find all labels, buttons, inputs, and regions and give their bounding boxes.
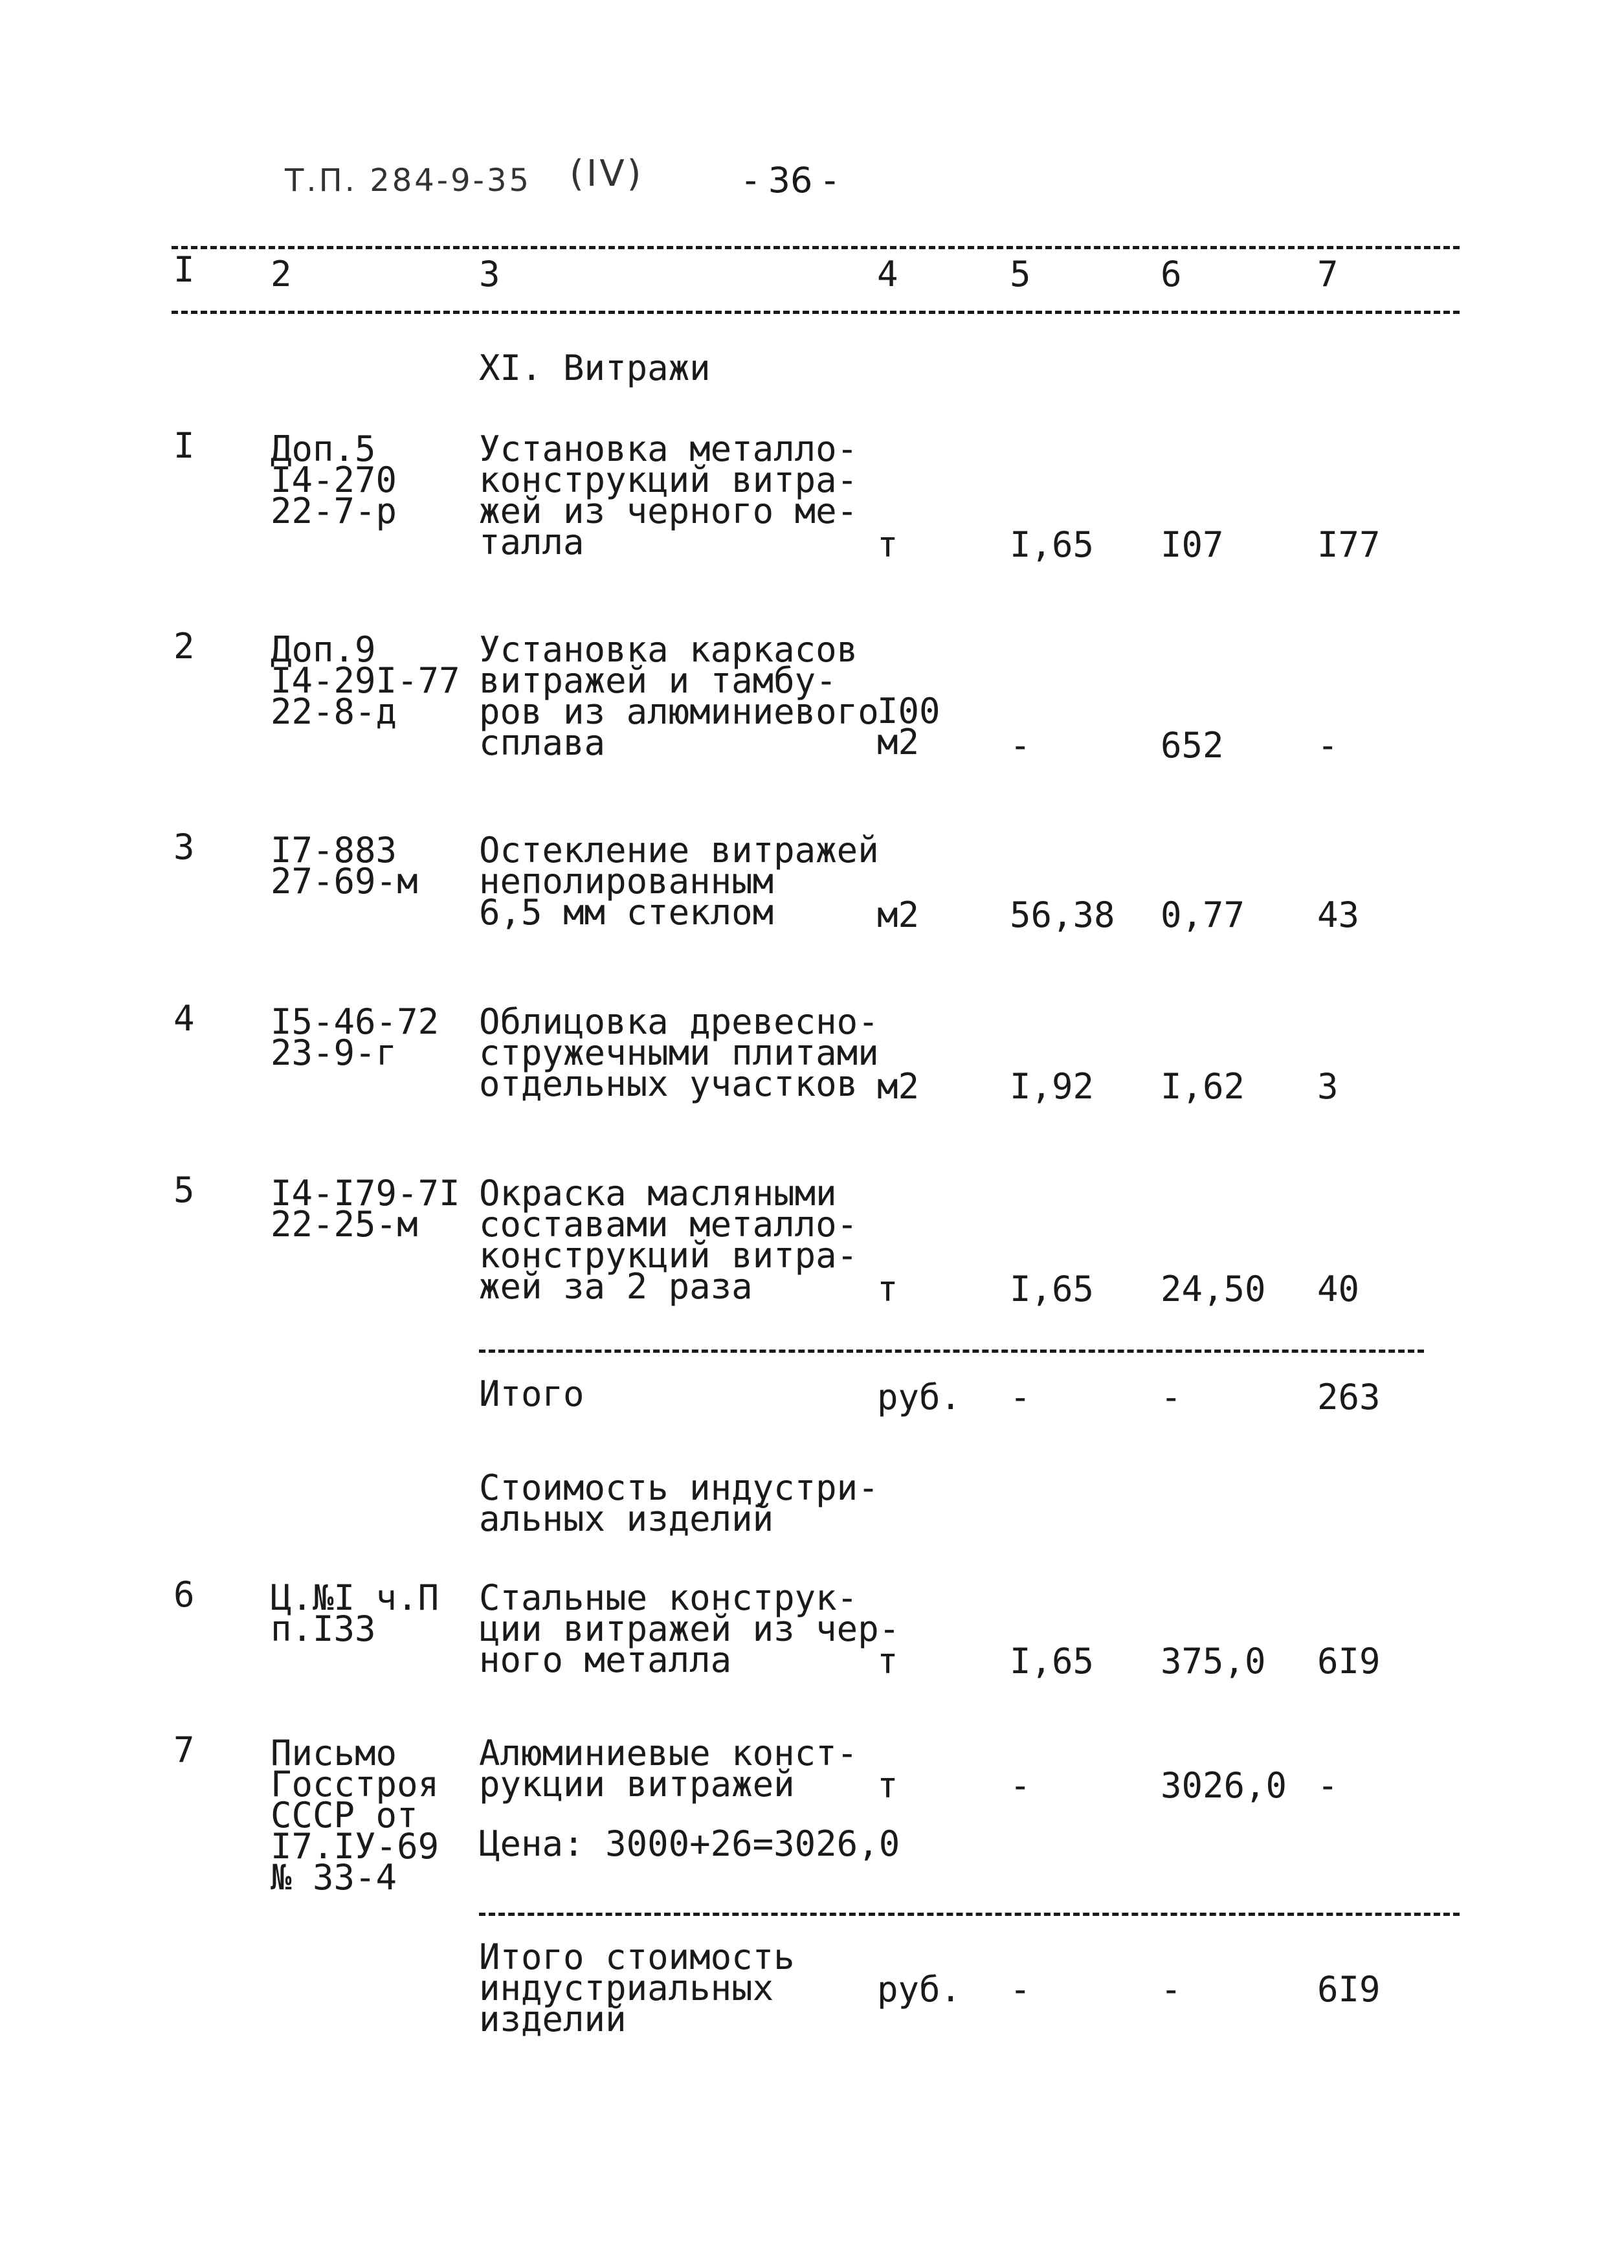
row-quantity: I,65 — [1010, 1269, 1095, 1309]
row-number: 6 — [173, 1574, 195, 1615]
description-line: Установка каркасов — [479, 629, 858, 670]
row-number: 7 — [173, 1729, 195, 1770]
description-line: 6,5 мм стеклом — [479, 892, 774, 933]
subtotal-quantity: - — [1010, 1969, 1031, 2010]
code-line: I5-46-72 — [271, 1001, 439, 1042]
row-code — [271, 629, 460, 732]
total-rule — [479, 1913, 1460, 1916]
row-description — [479, 1173, 858, 1307]
code-line: СССР от — [271, 1795, 418, 1836]
code-line: п.I33 — [271, 1608, 376, 1649]
row-number: 5 — [173, 1170, 195, 1210]
row-total: - — [1317, 725, 1339, 766]
code-line: Госстроя — [271, 1764, 439, 1805]
row-unit: т — [877, 1269, 898, 1309]
row-description — [479, 1577, 900, 1682]
subtotal-total: 263 — [1317, 1377, 1381, 1418]
row-total: I77 — [1317, 524, 1381, 565]
code-line: 23-9-г — [271, 1032, 397, 1073]
description-line: жей из черного ме- — [479, 491, 858, 531]
column-header-5: 5 — [1010, 254, 1031, 295]
subtotal-rule — [479, 1350, 1424, 1353]
code-line: Доп.5 — [271, 428, 376, 469]
row-unit: т — [877, 1641, 898, 1682]
document-reference-note: (IV) — [570, 153, 644, 195]
description-line: ного металла — [479, 1640, 732, 1680]
description-line: стружечными плитами — [479, 1032, 879, 1073]
row-quantity: - — [1010, 725, 1031, 766]
subtotal-price: - — [1161, 1969, 1182, 2010]
description-line: Облицовка древесно- — [479, 1001, 879, 1042]
description-line: ции витражей из чер- — [479, 1608, 900, 1649]
row-unit: т — [877, 1765, 898, 1806]
description-line: рукции витражей — [479, 1764, 795, 1805]
header-bottom-rule — [172, 311, 1460, 314]
subtotal-label — [479, 1937, 795, 2040]
row-description — [479, 830, 879, 933]
row-quantity: I,92 — [1010, 1066, 1095, 1107]
code-line: 27-69-м — [271, 861, 418, 902]
row-code — [271, 1577, 439, 1649]
row-price: 0,77 — [1161, 895, 1245, 935]
column-header-6: 6 — [1161, 254, 1182, 295]
label-line: Итого стоимость — [479, 1937, 795, 1977]
code-line: 22-8-д — [271, 691, 397, 732]
header-top-rule — [172, 246, 1460, 249]
description-line: Установка металло- — [479, 428, 858, 469]
row-description — [479, 428, 858, 562]
code-line: 22-7-р — [271, 491, 397, 531]
label-line: индустриальных — [479, 1968, 774, 2008]
code-line: I4-270 — [271, 460, 397, 500]
row-total: 3 — [1317, 1066, 1339, 1107]
subtotal-total: 6I9 — [1317, 1969, 1381, 2010]
row-quantity: I,65 — [1010, 524, 1095, 565]
description-line: конструкций витра- — [479, 460, 858, 500]
row-code — [271, 428, 397, 531]
description-line: сплава — [479, 722, 606, 763]
description-line: Остекление витражей — [479, 830, 879, 871]
subtotal-quantity: - — [1010, 1377, 1031, 1418]
row-number: I — [173, 425, 195, 466]
subtotal-label: Итого — [479, 1373, 584, 1414]
description-line: Окраска масляными — [479, 1173, 837, 1214]
description-line: Алюминиевые конст- — [479, 1733, 858, 1773]
unit-line: м2 — [877, 722, 920, 762]
row-total: 43 — [1317, 895, 1360, 935]
code-line: Доп.9 — [271, 629, 376, 670]
row-unit: м2 — [877, 895, 920, 935]
row-unit: м2 — [877, 1066, 920, 1107]
page-number: - 36 - — [744, 160, 837, 201]
description-line: витражей и тамбу- — [479, 660, 837, 701]
column-header-1: I — [173, 249, 195, 290]
row-number: 4 — [173, 998, 195, 1039]
description-line: составами металло- — [479, 1204, 858, 1245]
code-line: I7-883 — [271, 830, 397, 871]
row-code — [271, 1733, 439, 1898]
column-header-3: 3 — [479, 254, 500, 295]
row-code — [271, 1173, 460, 1245]
code-line: Ц.№I ч.П — [271, 1577, 439, 1618]
title-line: Стоимость индустри- — [479, 1467, 879, 1508]
row-total: - — [1317, 1765, 1339, 1806]
row-description — [479, 629, 879, 763]
row-total: 40 — [1317, 1269, 1360, 1309]
row-price: 652 — [1161, 725, 1224, 766]
row-price: I07 — [1161, 524, 1224, 565]
row-quantity: 56,38 — [1010, 895, 1115, 935]
row-code — [271, 830, 418, 902]
description-line: конструкций витра- — [479, 1235, 858, 1276]
row-description — [479, 1733, 858, 1805]
description-line: неполированным — [479, 861, 774, 902]
column-header-7: 7 — [1317, 254, 1339, 295]
description-line: жей за 2 раза — [479, 1266, 753, 1307]
subtotal-unit: руб. — [877, 1377, 962, 1418]
code-line: № 33-4 — [271, 1857, 397, 1898]
row-unit — [877, 691, 940, 762]
code-line: I4-I79-7I — [271, 1173, 460, 1214]
column-header-4: 4 — [877, 254, 898, 295]
price-note: Цена: 3000+26=3026,0 — [479, 1823, 900, 1864]
section-title: XI. Витражи — [479, 348, 711, 388]
code-line: 22-25-м — [271, 1204, 418, 1245]
column-header-2: 2 — [271, 254, 292, 295]
description-line: талла — [479, 522, 584, 562]
description-line: ров из алюминиевого — [479, 691, 879, 732]
code-line: I7.IУ-69 — [271, 1826, 439, 1867]
document-reference: Т.П. 284-9-35 — [285, 162, 532, 199]
row-total: 6I9 — [1317, 1641, 1381, 1682]
row-unit: т — [877, 524, 898, 565]
row-number: 2 — [173, 626, 195, 667]
title-line: альных изделий — [479, 1498, 774, 1539]
row-quantity: I,65 — [1010, 1641, 1095, 1682]
row-price: 3026,0 — [1161, 1765, 1287, 1806]
subtotal-unit: руб. — [877, 1969, 962, 2010]
row-quantity: - — [1010, 1765, 1031, 1806]
description-line: отдельных участков — [479, 1063, 858, 1104]
row-price: 375,0 — [1161, 1641, 1266, 1682]
code-line: Письмо — [271, 1733, 397, 1773]
unit-line: I00 — [877, 691, 940, 731]
code-line: I4-29I-77 — [271, 660, 460, 701]
row-price: I,62 — [1161, 1066, 1245, 1107]
description-line: Стальные конструк- — [479, 1577, 858, 1618]
row-code — [271, 1001, 439, 1073]
subtotal-price: - — [1161, 1377, 1182, 1418]
row-price: 24,50 — [1161, 1269, 1266, 1309]
row-description — [479, 1001, 879, 1104]
label-line: изделий — [479, 1999, 627, 2040]
industrial-section-title — [479, 1467, 879, 1539]
row-number: 3 — [173, 827, 195, 867]
